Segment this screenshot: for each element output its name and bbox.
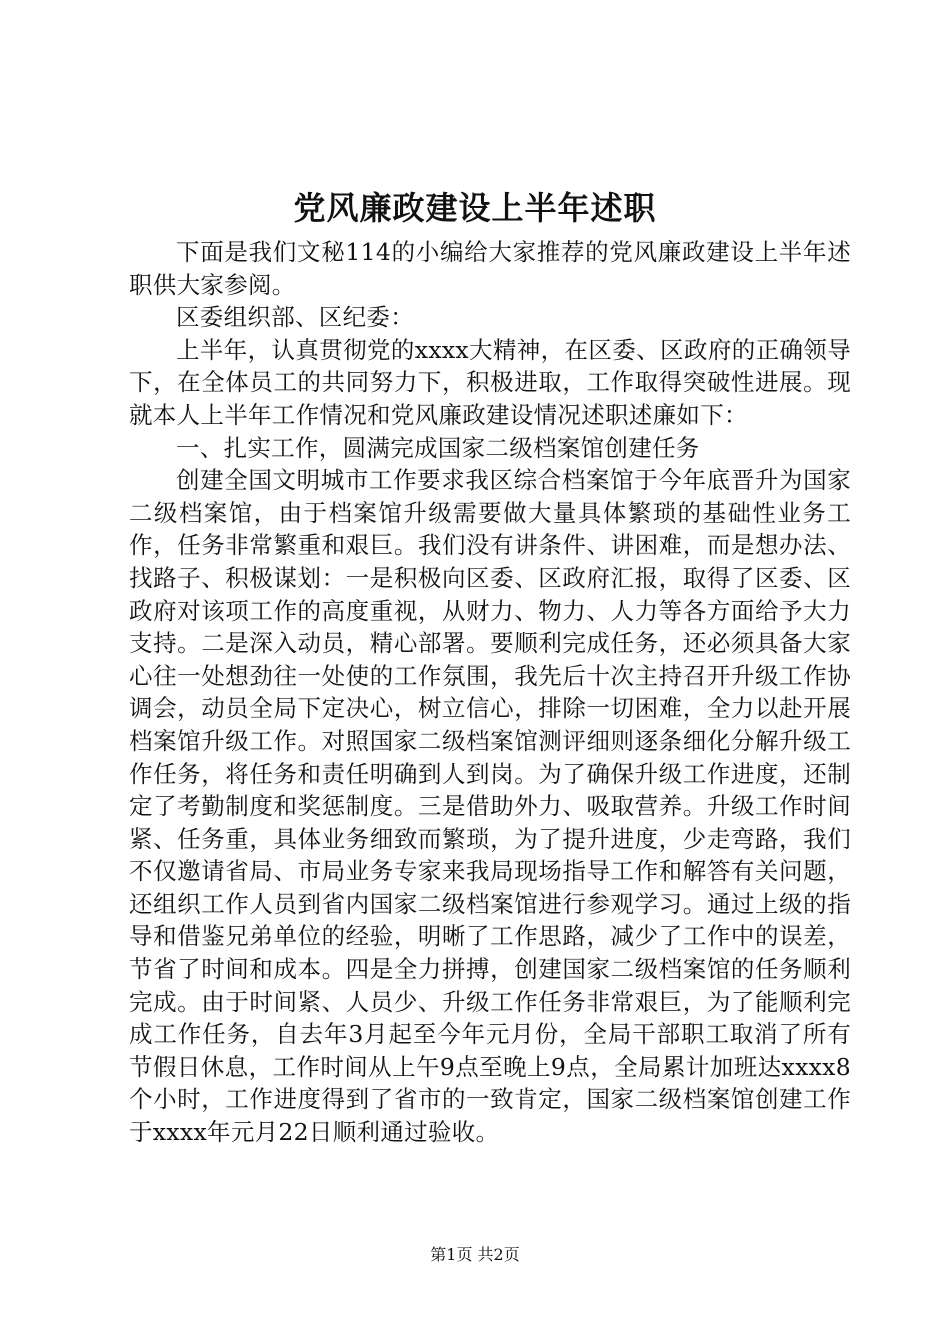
salutation-paragraph: 区委组织部、区纪委： bbox=[176, 303, 414, 332]
page-footer: 第1页 共2页 bbox=[430, 1245, 520, 1264]
document-title: 党风廉政建设上半年述职 bbox=[293, 189, 657, 227]
document-body bbox=[129, 236, 851, 1149]
opening-paragraph: 上半年，认真贯彻党的xxxx大精神，在区委、区政府的正确领导下，在全体员工的共同努力下，积极进取，工作取得突破性进展。现就本人上半年工作情况和党风廉政建设情况述职述廉如下： bbox=[129, 335, 851, 429]
section-heading-1: 一、扎实工作，圆满完成国家二级档案馆创建任务 bbox=[176, 433, 700, 462]
section-body-1: 创建全国文明城市工作要求我区综合档案馆于今年底晋升为国家二级档案馆，由于档案馆升级需要做大量具体繁琐的基础性业务工作，任务非常繁重和艰巨。我们没有讲条件、讲困难，而是想办法、找路子、积极谋划：一是积极向区委、区政府汇报，取得了区委、区政府对该项工作的高度重视，从财力、物力、人力等各方面给予大力支持。二是深入动员，精心部署。要顺利完成任务，还必须具备大家心往一处想劲往一处使的工作氛围，我先后十次主持召开升级工作协调会，动员全局下定决心，树立信心，排除一切困难，全力以赴开展档案馆升级工作。对照国家二级档案馆测评细则逐条细化分解升级工作任务，将任务和责任明确到人到岗。为了确保升级工作进度，还制定了考勤制度和奖惩制度。三是借助外力、吸取营养。升级工作时间紧、任务重，具体业务细致而繁琐，为了提升进度，少走弯路，我们不仅邀请省局、市局业务专家来我局现场指导工作和解答有关问题，还组织工作人员到省内国家二级档案馆进行参观学习。通过上级的指导和借鉴兄弟单位的经验，明晰了工作思路，减少了工作中的误差，节省了时间和成本。四是全力拼搏，创建国家二级档案馆的任务顺利完成。由于时间紧、人员少、升级工作任务非常艰巨，为了能顺利完成工作任务，自去年3月起至今年元月份，全局干部职工取消了所有节假日休息，工作时间从上午9点至晚上9点，全局累计加班达xxxx8个小时，工作进度得到了省市的一致肯定，国家二级档案馆创建工作于xxxx年元月22日顺利通过验收。 bbox=[129, 466, 851, 1147]
intro-paragraph: 下面是我们文秘114的小编给大家推荐的党风廉政建设上半年述职供大家参阅。 bbox=[129, 238, 851, 299]
